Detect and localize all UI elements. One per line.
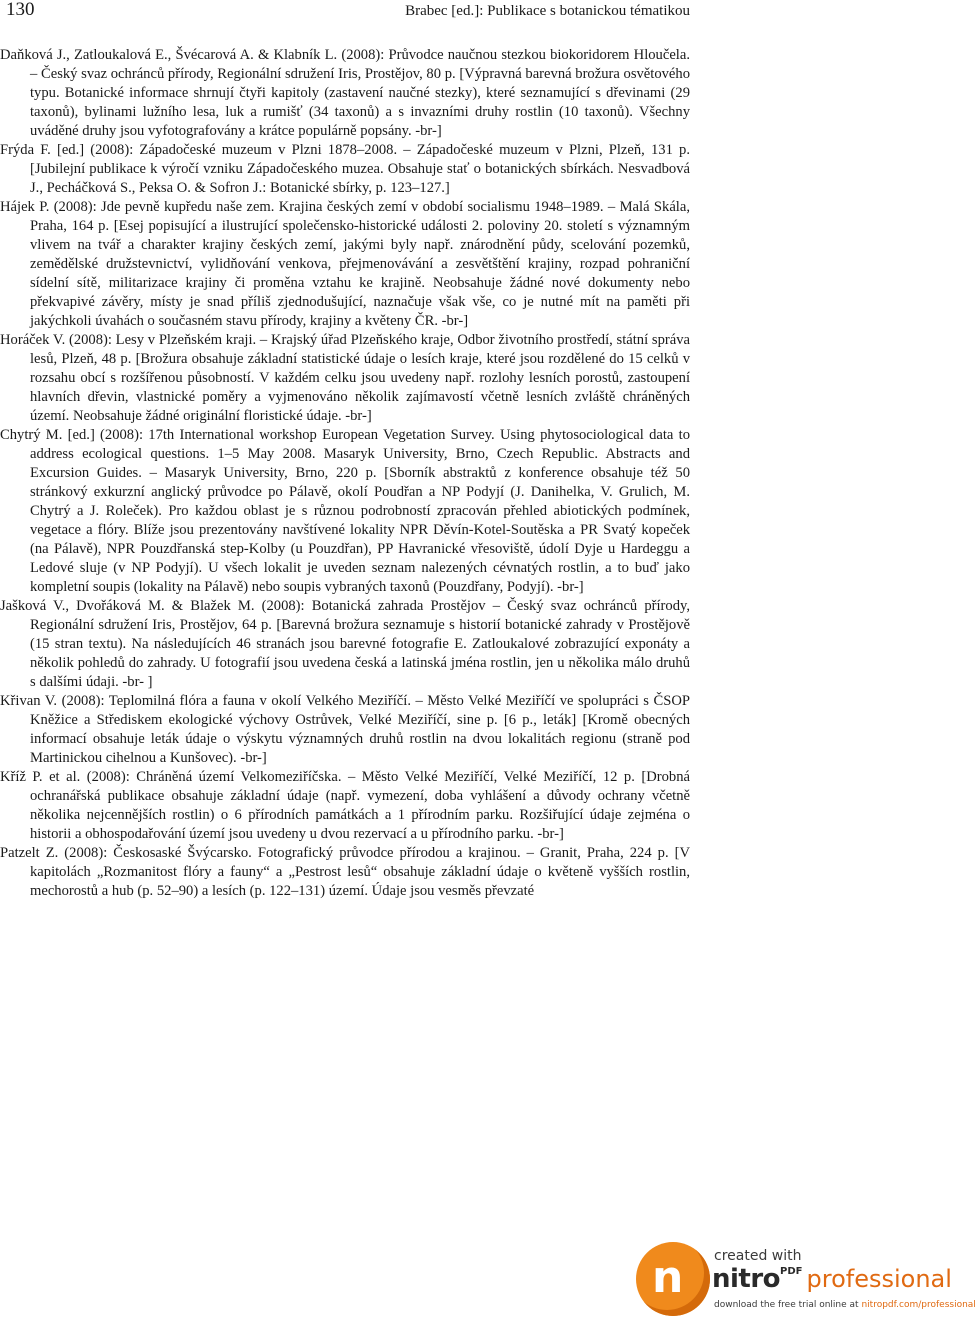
running-title: Brabec [ed.]: Publikace s botanickou tématikou	[405, 3, 690, 19]
bibliography-entry: Jašková V., Dvořáková M. & Blažek M. (2008): Botanická zahrada Prostějov – Český svaz ochránců přírody, Regionální sdružení Iris, Prostějov, 64 p. [Barevná brožura seznamuje s historií botanické zahrady v Prostějově (15 stran textu). Na následujících 46 stranách jsou barevné fotografie E. Zatloukalové zobrazující exponáty a několik pohledů do zahrady. U fotografií jsou uvedena česká a latinská jména rostlin, jen u několika málo druhů s dalšími údaji. -br- ]	[0, 598, 690, 690]
bibliography-list	[0, 46, 690, 901]
watermark-pdf: PDF	[780, 1266, 803, 1277]
bibliography-entry: Hájek P. (2008): Jde pevně kupředu naše zem. Krajina českých zemí v období socialismu 1948–1989. – Malá Skála, Praha, 164 p. [Esej popisující a ilustrující společensko-historické události 2. poloviny 20. století s významným vlivem na tvář a charakter krajiny českých zemí, jakými byly např. znárodnění půdy, scelování pozemků, zemědělské družstevnictví, vylidňování venkova, přejmenovávání a zesvětštění krajiny, rozpad pohraniční sídelní sítě, militarizace krajiny či proměna vztahu ke krajině. Neobsahuje žádné nové dokumenty nebo překvapivé závěry, místy je snad příliš zjednodušující, naznačuje však vše, co je nutné mít na paměti při jakýchkoli úvahách o současném stavu přírody, krajiny a květeny ČR. -br-]	[0, 199, 690, 329]
watermark-created-with: created with	[714, 1248, 802, 1264]
watermark-download-link[interactable]: nitropdf.com/professional	[861, 1300, 976, 1310]
watermark-download-text: download the free trial online at	[714, 1300, 859, 1310]
nitro-logo-letter: n	[652, 1252, 684, 1303]
watermark-download	[714, 1300, 976, 1310]
bibliography-entry: Křivan V. (2008): Teplomilná flóra a fauna v okolí Velkého Meziříčí. – Město Velké Meziříčí ve spolupráci s ČSOP Kněžice a Střediskem ekologické výchovy Ostrůvek, Velké Meziříčí, sine p. [6 p., leták] [Kromě obecných informací obsahuje leták údaje o výskytu významných druhů rostlin na dvou lokalitách regionu (straně pod Martinickou cihelnou a Kunšovec). -br-]	[0, 693, 690, 766]
watermark-professional: professional	[806, 1265, 952, 1293]
bibliography-entry: Frýda F. [ed.] (2008): Západočeské muzeum v Plzni 1878–2008. – Západočeské muzeum v Plzni, Plzeň, 131 p. [Jubilejní publikace k výročí vzniku Západočeského muzea. Obsahuje stať o botanických sbírkách. Nesvadbová J., Pecháčková S., Peksa O. & Sofron J.: Botanické sbírky, p. 123–127.]	[0, 142, 690, 196]
bibliography-entry: Horáček V. (2008): Lesy v Plzeňském kraji. – Krajský úřad Plzeňského kraje, Odbor životního prostředí, státní správa lesů, Plzeň, 48 p. [Brožura obsahuje základní statistické údaje o lesích kraje, které jsou rozdělené do 15 celků v rozsahu obcí s rozšířenou působností. V každém celku jsou uvedeny např. rozlohy lesních porostů, zastoupení hlavních dřevin, vlastnické poměry a vyjmenováno několik zajímavostí včetně lesních zvláště chráněných území. Neobsahuje žádné originální floristické údaje. -br-]	[0, 332, 690, 424]
nitro-logo-icon	[636, 1242, 710, 1316]
bibliography-entry: Daňková J., Zatloukalová E., Švécarová A. & Klabník L. (2008): Průvodce naučnou stezkou biokoridorem Hloučela. – Český svaz ochránců přírody, Regionální sdružení Iris, Prostějov, 80 p. [Výpravná barevná brožura osvětového typu. Botanické informace shrnují čtyři kapitoly (zastavení naučné stezky), které seznamující s dřevinami (29 taxonů), bylinami lužního lesa, luk a rumišť (34 taxonů) a s invazními druhy rostlin (10 taxonů). Všechny uváděné druhy jsou vyfotografovány a krátce populárně popsány. -br-]	[0, 47, 690, 139]
watermark-nitro: nitro	[712, 1264, 781, 1294]
bibliography-entry: Chytrý M. [ed.] (2008): 17th International workshop European Vegetation Survey. Using phytosociological data to address ecological questions. 1–5 May 2008. Masaryk University, Brno, Czech Republic. Abstracts and Excursion Guides. – Masaryk University, Brno, 220 p. [Sborník abstraktů z konference obsahuje též 50 stránkový exkurzní anglický průvodce po Pálavě, okolí Poudřan a NP Podyjí (J. Danihelka, V. Grulich, M. Chytrý a J. Roleček). Pro každou oblast je s různou podrobností zpracován přehled abiotických podmínek, vegetace a flóry. Blíže jsou prezentovány navštívené lokality NPR Děvín-Kotel-Soutěska a PR Svatý kopeček (na Pálavě), NPR Pouzdřanská step-Kolby (u Pouzdřan), PP Havranické vřesoviště, údolí Dyje u Hardeggu a Ledové sluje (v NP Podyjí). U všech lokalit je uveden seznam nalezených cévnatých rostlin, a to buď jako kompletní soupis (lokality na Pálavě) nebo soupis vybraných taxonů (Pouzdřany, Podyjí). -br-]	[0, 427, 690, 595]
page-header	[0, 0, 960, 28]
nitro-pdf-watermark	[636, 1238, 976, 1316]
page-number: 130	[6, 0, 35, 20]
bibliography-entry: Kříž P. et al. (2008): Chráněná území Velkomeziříčska. – Město Velké Meziříčí, Velké Meziříčí, 12 p. [Drobná ochranářská publikace obsahuje základní údaje (např. vymezení, doba vyhlášení a důvody ochrany včetně několika nejcennějších rostlin) o 6 přírodních památkách a 1 přírodním parku. Rozšiřující údaje zejména o historii a obhospodařování území jsou uvedeny u dvou rezervací a u přírodního parku. -br-]	[0, 769, 690, 842]
bibliography-entry: Patzelt Z. (2008): Českosaské Švýcarsko. Fotografický průvodce přírodou a krajinou. – Granit, Praha, 224 p. [V kapitolách „Rozmanitost flóry a fauny“ a „Pestrost lesů“ obsahuje základní údaje o květeně vyšších rostlin, mechorostů a hub (p. 52–90) a lesích (p. 122–131) území. Údaje jsou vesměs převzaté	[0, 845, 690, 899]
watermark-brand	[712, 1264, 952, 1294]
